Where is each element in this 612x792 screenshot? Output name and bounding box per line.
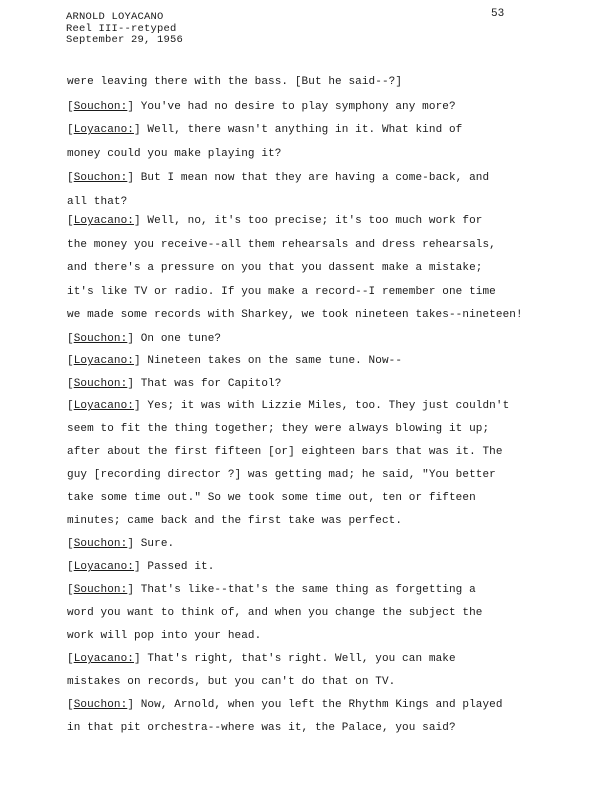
transcript-line: [67, 630, 261, 642]
line-text: That's like--that's the same thing as forgetting a: [134, 584, 476, 596]
transcript-line: [67, 309, 523, 321]
speaker-label: Souchon:: [73, 538, 128, 550]
line-text: Nineteen takes on the same tune. Now--: [140, 355, 403, 367]
transcript-line: [67, 446, 503, 458]
line-text: were leaving there with the bass. [But he said--?]: [67, 76, 403, 88]
line-text: work will pop into your head.: [67, 630, 262, 642]
speaker-label: Souchon:: [73, 584, 128, 596]
line-text: Passed it.: [140, 561, 215, 573]
transcript-line: [67, 262, 482, 274]
transcript-line: [Loyacano:] Well, there wasn't anything in it. What kind of: [67, 124, 463, 136]
interviewee-name: ARNOLD LOYACANO: [66, 11, 164, 23]
speaker-label: Loyacano:: [73, 400, 135, 412]
transcript-line: [Loyacano:] Nineteen takes on the same tune. Now--: [67, 355, 403, 367]
line-text: That was for Capitol?: [134, 378, 282, 390]
speaker-label: Souchon:: [73, 172, 128, 184]
transcript-line: [67, 515, 402, 527]
line-text: it's like TV or radio. If you make a record--I remember one time: [67, 286, 496, 298]
line-text: Sure.: [134, 538, 175, 550]
reel-label: Reel III--retyped: [66, 22, 177, 35]
transcript-line: [67, 148, 281, 160]
line-text: after about the first fifteen [or] eighteen bars that was it. The: [67, 446, 503, 458]
line-text: mistakes on records, but you can't do that on TV.: [67, 676, 396, 688]
speaker-label: Loyacano:: [73, 561, 135, 573]
transcript-line: [Loyacano:] Passed it.: [67, 561, 215, 573]
line-text: Yes; it was with Lizzie Miles, too. They just couldn't: [140, 400, 510, 412]
transcript-line: [Souchon:] But I mean now that they are having a come-back, and: [67, 172, 490, 184]
speaker-label: Loyacano:: [73, 215, 135, 227]
transcript-line: [67, 423, 489, 435]
transcript-line: [67, 196, 127, 208]
transcript-line: [Souchon:] That's like--that's the same thing as forgetting a: [67, 584, 476, 596]
transcript-line: [67, 676, 395, 688]
transcript-line: [67, 469, 496, 481]
transcript-line: [Souchon:] You've had no desire to play symphony any more?: [67, 101, 456, 113]
transcript-line: [67, 722, 456, 734]
line-text: You've had no desire to play symphony any more?: [134, 101, 456, 113]
speaker-label: Loyacano:: [73, 355, 135, 367]
line-text: all that?: [67, 196, 128, 208]
line-text: That's right, that's right. Well, you can make: [140, 653, 456, 665]
transcript-line: [Souchon:] Now, Arnold, when you left the Rhythm Kings and played: [67, 699, 503, 711]
speaker-label: Souchon:: [73, 101, 128, 113]
line-text: money could you make playing it?: [67, 148, 282, 160]
transcript-line: [67, 76, 402, 88]
line-text: and there's a pressure on you that you dassent make a mistake;: [67, 262, 483, 274]
transcript-line: [Souchon:] That was for Capitol?: [67, 378, 282, 390]
line-text: But I mean now that they are having a come-back, and: [134, 172, 490, 184]
line-text: in that pit orchestra--where was it, the Palace, you said?: [67, 722, 456, 734]
line-text: Now, Arnold, when you left the Rhythm Kings and played: [134, 699, 503, 711]
transcript-line: [Loyacano:] Well, no, it's too precise; it's too much work for: [67, 215, 483, 227]
line-text: seem to fit the thing together; they were always blowing it up;: [67, 423, 490, 435]
line-text: On one tune?: [134, 333, 222, 345]
interview-date: September 29, 1956: [66, 34, 184, 46]
transcript-line: [Souchon:] On one tune?: [67, 333, 222, 345]
line-text: take some time out." So we took some time out, ten or fifteen: [67, 492, 476, 504]
line-text: the money you receive--all them rehearsals and dress rehearsals,: [67, 239, 496, 251]
speaker-label: Loyacano:: [73, 653, 135, 665]
transcript-line: [Loyacano:] Yes; it was with Lizzie Miles, too. They just couldn't: [67, 400, 510, 412]
speaker-label: Loyacano:: [73, 124, 135, 136]
transcript-line: [67, 286, 496, 298]
page-number: 53: [491, 8, 505, 20]
line-text: minutes; came back and the first take was perfect.: [67, 515, 403, 527]
line-text: word you want to think of, and when you change the subject the: [67, 607, 483, 619]
line-text: Well, there wasn't anything in it. What kind of: [140, 124, 463, 136]
transcript-line: [Souchon:] Sure.: [67, 538, 175, 550]
speaker-label: Souchon:: [73, 378, 128, 390]
line-text: we made some records with Sharkey, we took nineteen takes--nineteen!: [67, 309, 523, 321]
line-text: Well, no, it's too precise; it's too much work for: [140, 215, 483, 227]
transcript-line: [67, 239, 496, 251]
speaker-label: Souchon:: [73, 699, 128, 711]
transcript-line: [67, 492, 476, 504]
transcript-line: [67, 607, 482, 619]
transcript-line: [Loyacano:] That's right, that's right. Well, you can make: [67, 653, 456, 665]
speaker-label: Souchon:: [73, 333, 128, 345]
line-text: guy [recording director ?] was getting mad; he said, "You better: [67, 469, 496, 481]
